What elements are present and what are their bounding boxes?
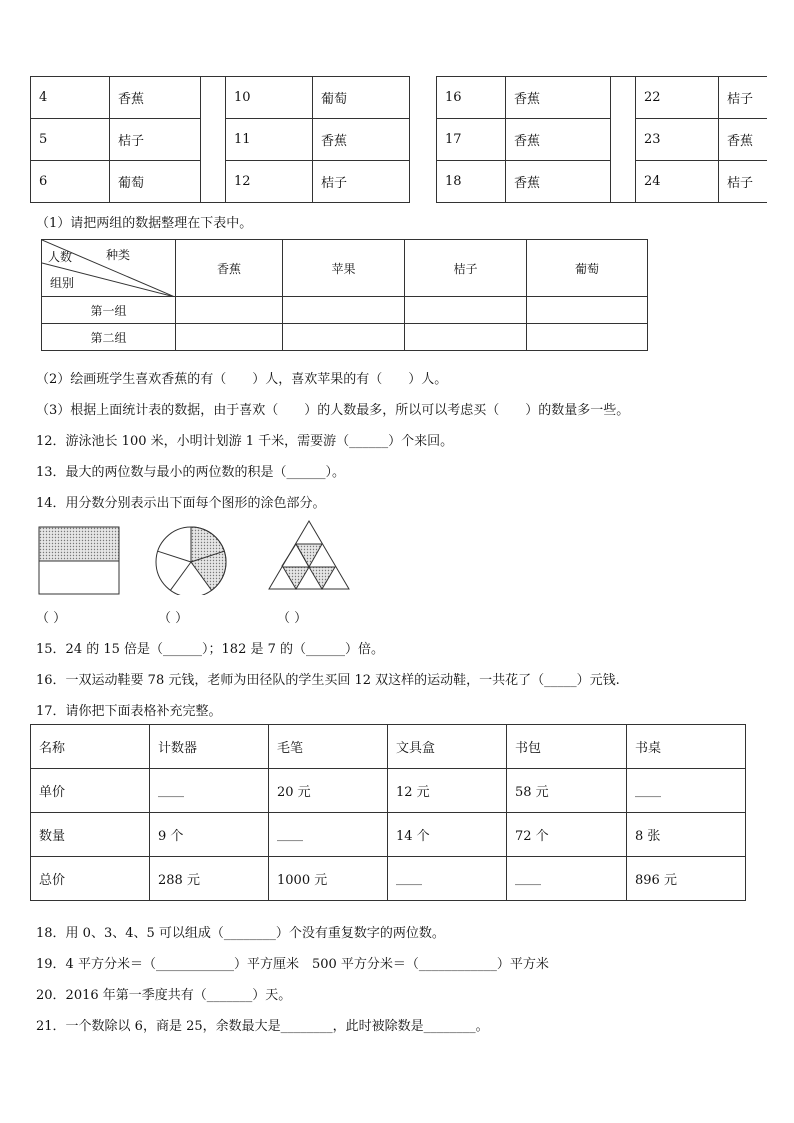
table-row: [42, 297, 648, 324]
table-cell: 葡萄: [110, 161, 201, 203]
question-14: 14．用分数分别表示出下面每个图形的涂色部分。: [36, 496, 326, 511]
table-row: [31, 725, 746, 769]
question-1-text: （1）请把两组的数据整理在下表中。: [36, 216, 253, 231]
table-cell[interactable]: [176, 297, 283, 324]
table-header-cell: 名称: [31, 725, 150, 769]
table-cell: 香蕉: [110, 77, 201, 119]
table-cell[interactable]: [527, 324, 648, 351]
table-cell: 总价: [31, 857, 150, 901]
table-cell: 葡萄: [313, 77, 410, 119]
table-cell[interactable]: [176, 324, 283, 351]
table-cell: 18: [437, 161, 506, 203]
table-row: [31, 857, 746, 901]
table-row: [42, 240, 648, 297]
table-header-cell: 书包: [507, 725, 627, 769]
corner-label-kind: 种类: [106, 248, 131, 262]
table-cell: 香蕉: [313, 119, 410, 161]
table-gap: [410, 77, 437, 203]
table-cell[interactable]: [283, 297, 405, 324]
table-row: [31, 119, 768, 161]
table-cell: 58 元: [507, 769, 627, 813]
table-cell[interactable]: [283, 324, 405, 351]
table-cell: 288 元: [150, 857, 269, 901]
answer-blank-circle[interactable]: （ ）: [158, 611, 189, 626]
summary-table: [41, 239, 648, 351]
question-3-text: （3）根据上面统计表的数据，由于喜欢（ ）的人数最多，所以可以考虑买（ ）的数量多一些。: [36, 403, 630, 418]
question-2-text: （2）绘画班学生喜欢香蕉的有（ ）人，喜欢苹果的有（ ）人。: [36, 372, 448, 387]
table-cell: 5: [31, 119, 110, 161]
column-header: 桔子: [405, 240, 527, 297]
question-18: 18．用 0、3、4、5 可以组成（________）个没有重复数字的两位数。: [36, 926, 445, 941]
table-cell: 桔子: [313, 161, 410, 203]
row-header: 第一组: [42, 297, 176, 324]
table-cell: 896 元: [627, 857, 746, 901]
table-cell: 16: [437, 77, 506, 119]
table-cell: 10: [226, 77, 313, 119]
question-16: 16．一双运动鞋要 78 元钱，老师为田径队的学生买回 12 双这样的运动鞋，一共花了（_____）元钱.: [36, 673, 620, 688]
table-cell: 单价: [31, 769, 150, 813]
table-cell: 9 个: [150, 813, 269, 857]
table-header-cell: 文具盒: [388, 725, 507, 769]
fruit-record-table: [30, 76, 767, 203]
table-cell: 数量: [31, 813, 150, 857]
table-gap: [611, 77, 636, 203]
table-row: [42, 324, 648, 351]
table-gap: [201, 77, 226, 203]
table-row: [31, 769, 746, 813]
rectangle-figure: [39, 527, 119, 594]
fraction-figures: [0, 515, 794, 595]
table-cell[interactable]: ____: [269, 813, 388, 857]
table-cell: 11: [226, 119, 313, 161]
table-cell: 72 个: [507, 813, 627, 857]
row-header: 第二组: [42, 324, 176, 351]
answer-blank-triangle[interactable]: （ ）: [277, 611, 308, 626]
table-header-cell: 毛笔: [269, 725, 388, 769]
table-cell: 6: [31, 161, 110, 203]
table-cell[interactable]: ____: [150, 769, 269, 813]
table-cell: 香蕉: [719, 119, 768, 161]
table-cell: 香蕉: [506, 161, 611, 203]
table-cell: 14 个: [388, 813, 507, 857]
question-12: 12．游泳池长 100 米，小明计划游 1 千米，需要游（______）个来回。: [36, 434, 454, 449]
question-21: 21．一个数除以 6，商是 25，余数最大是________，此时被除数是________。: [36, 1019, 489, 1034]
question-17: 17．请你把下面表格补充完整。: [36, 704, 222, 719]
table-cell: 22: [636, 77, 719, 119]
table-cell[interactable]: ____: [627, 769, 746, 813]
table-cell: 香蕉: [506, 119, 611, 161]
table-cell: 桔子: [719, 77, 768, 119]
table-cell: 24: [636, 161, 719, 203]
table-header-cell: 书桌: [627, 725, 746, 769]
corner-label-count: 人数: [48, 250, 73, 264]
table-cell: 20 元: [269, 769, 388, 813]
answer-blank-rectangle[interactable]: （ ）: [36, 611, 67, 626]
corner-label-group: 组别: [50, 276, 75, 290]
table-cell: 香蕉: [506, 77, 611, 119]
column-header: 香蕉: [176, 240, 283, 297]
diagonal-header-cell: [42, 240, 176, 297]
question-19: 19．4 平方分米＝（____________）平方厘米 500 平方分米＝（____________）平方米: [36, 957, 549, 972]
question-15: 15．24 的 15 倍是（______）；182 是 7 的（______）倍。: [36, 642, 385, 657]
table-cell: 桔子: [719, 161, 768, 203]
column-header: 葡萄: [527, 240, 648, 297]
table-row: [31, 813, 746, 857]
table-cell: 桔子: [110, 119, 201, 161]
question-13: 13．最大的两位数与最小的两位数的积是（______）。: [36, 465, 346, 480]
table-cell: 1000 元: [269, 857, 388, 901]
table-cell[interactable]: ____: [507, 857, 627, 901]
table-cell: 4: [31, 77, 110, 119]
table-cell[interactable]: [527, 297, 648, 324]
table-cell: 12 元: [388, 769, 507, 813]
column-header: 苹果: [283, 240, 405, 297]
table-cell: 12: [226, 161, 313, 203]
table-header-cell: 计数器: [150, 725, 269, 769]
table-row: [31, 161, 768, 203]
table-cell: 8 张: [627, 813, 746, 857]
table-row: [31, 77, 768, 119]
table-cell: 17: [437, 119, 506, 161]
price-table: [30, 724, 746, 901]
circle-figure: [156, 527, 226, 595]
table-cell[interactable]: ____: [388, 857, 507, 901]
table-cell[interactable]: [405, 297, 527, 324]
table-cell: 23: [636, 119, 719, 161]
triangle-figure: [269, 521, 349, 589]
question-20: 20．2016 年第一季度共有（_______）天。: [36, 988, 292, 1003]
table-cell[interactable]: [405, 324, 527, 351]
